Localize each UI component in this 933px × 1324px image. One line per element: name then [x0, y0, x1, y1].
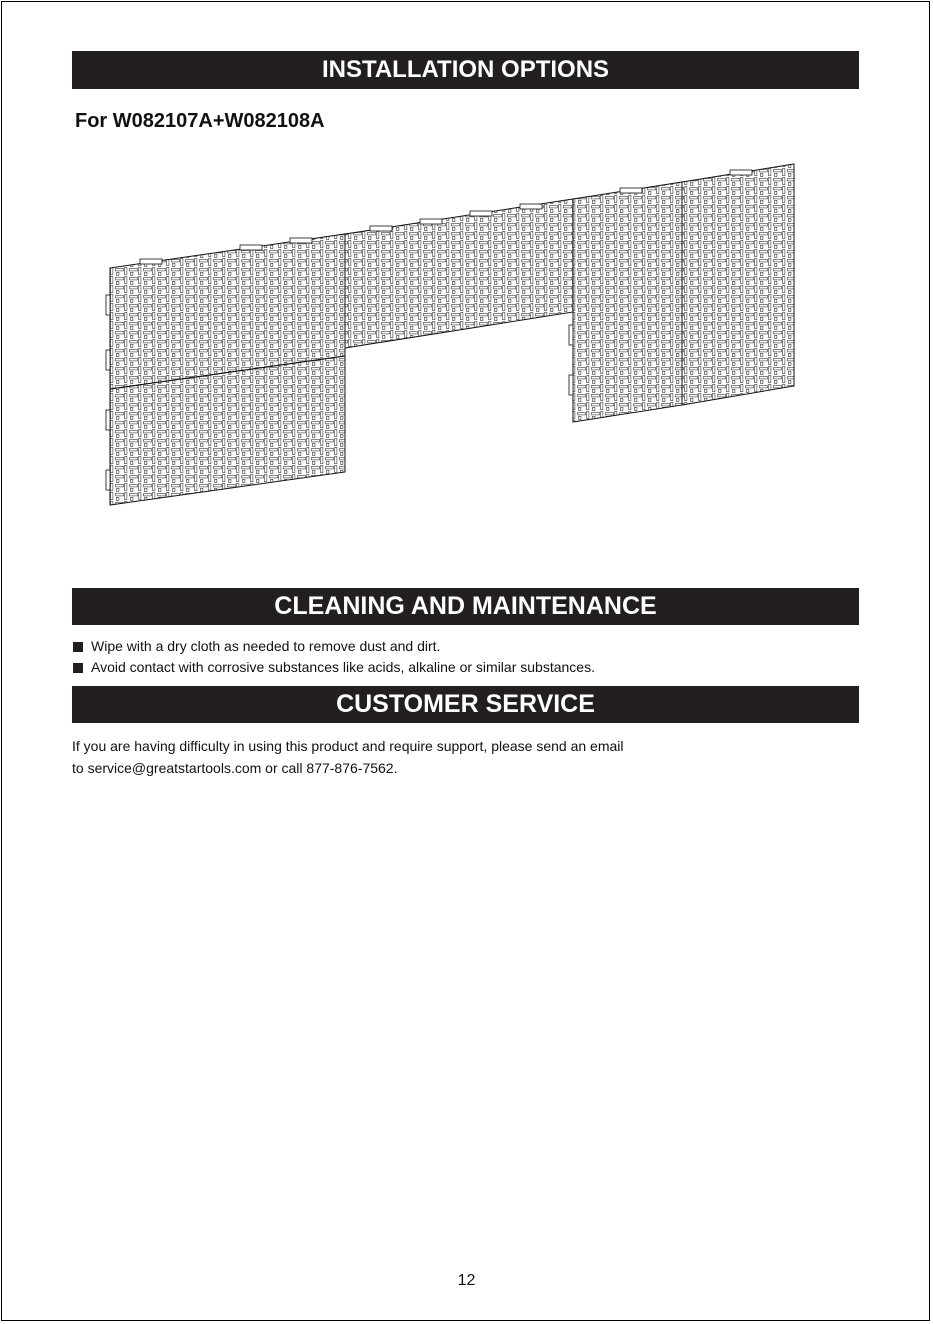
- cleaning-list: [73, 636, 595, 678]
- cleaning-item-text: Avoid contact with corrosive substances like acids, alkaline or similar substances.: [91, 659, 595, 675]
- panel-right-1: [573, 182, 682, 422]
- model-subtitle: For W082107A+W082108A: [75, 110, 325, 132]
- panel-right-2: [682, 164, 794, 405]
- customer-service-heading: CUSTOMER SERVICE: [72, 686, 859, 723]
- bullet-square-icon: [73, 642, 83, 652]
- service-line-1: If you are having difficulty in using this product and require support, please send an email: [72, 738, 624, 754]
- panel-middle: [345, 199, 573, 348]
- list-item: [73, 657, 595, 678]
- bullet-square-icon: [73, 663, 83, 673]
- installation-options-heading: INSTALLATION OPTIONS: [72, 51, 859, 89]
- cleaning-maintenance-heading: CLEANING AND MAINTENANCE: [72, 588, 859, 625]
- page-number: 12: [457, 1272, 476, 1289]
- pegboard-panels-illustration: [100, 150, 800, 515]
- service-line-2: to service@greatstartools.com or call 877-876-7562.: [72, 760, 398, 776]
- cleaning-item-text: Wipe with a dry cloth as needed to remove dust and dirt.: [91, 638, 441, 654]
- customer-service-text: [72, 735, 624, 779]
- list-item: [73, 636, 595, 657]
